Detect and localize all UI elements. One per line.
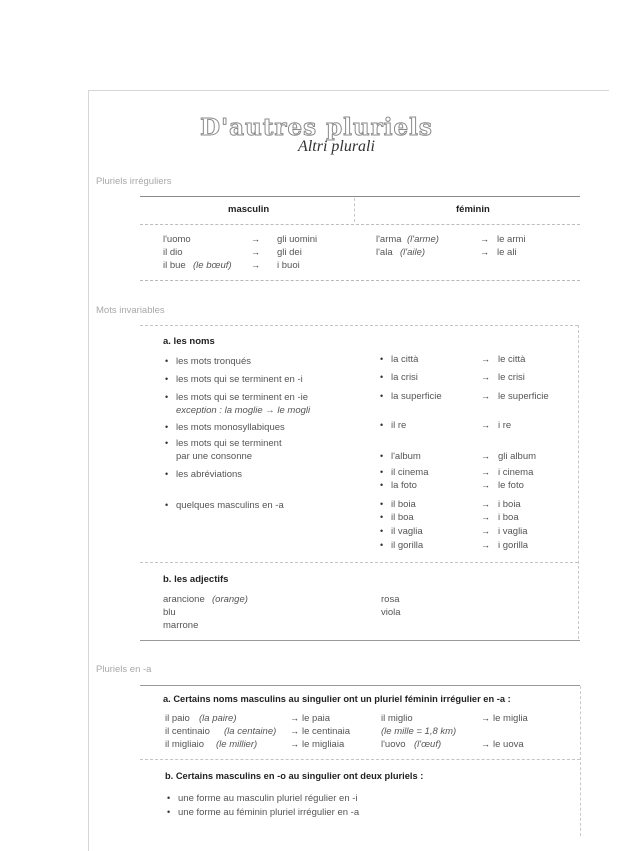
adj-word: viola	[381, 607, 401, 618]
irregular-col-divider	[354, 198, 355, 222]
plural-a-heading-a: a. Certains noms masculins au singulier ont un pluriel féminin irrégulier en -a :	[163, 694, 511, 704]
pa-sg: il centinaio	[165, 726, 210, 737]
pa-pl: le uova	[493, 739, 524, 750]
bullet: •	[165, 438, 169, 448]
arrow: →	[481, 713, 490, 723]
masc-sg: il dio	[163, 247, 183, 258]
fem-sg: l'ala	[376, 247, 393, 258]
example-sg: l'album	[391, 451, 421, 462]
plural-a-right-border	[580, 686, 581, 836]
arrow: →	[481, 420, 490, 430]
arrow: →	[251, 247, 260, 257]
arrow: →	[251, 234, 260, 244]
section-label-invariable: Mots invariables	[96, 305, 165, 316]
bullet: •	[380, 540, 384, 550]
pa-pl: le migliaia	[302, 739, 345, 750]
header-feminin: féminin	[456, 204, 490, 215]
example-pl: i re	[498, 420, 512, 431]
nouns-heading: a. les noms	[163, 336, 215, 347]
arrow: →	[481, 354, 490, 364]
bullet: •	[167, 807, 171, 817]
example-sg: il boa	[391, 512, 414, 523]
bullet: •	[380, 526, 384, 536]
header-masculin: masculin	[228, 204, 270, 215]
plural-a-heading-b: b. Certains masculins en -o au singulier ont deux pluriels :	[165, 771, 424, 781]
example-pl: le superficie	[498, 391, 549, 402]
arrow: →	[481, 467, 490, 477]
example-pl: i cinema	[498, 467, 534, 478]
arrow: →	[481, 451, 490, 461]
pa-sg: il miglio	[381, 713, 413, 724]
bullet: •	[380, 467, 384, 477]
bullet: •	[380, 512, 384, 522]
arrow: →	[480, 247, 489, 257]
masc-pl: gli dei	[277, 247, 302, 258]
pa-note: (la centaine)	[224, 726, 277, 737]
pa-pl: le centinaia	[302, 726, 351, 737]
pa-note: (le millier)	[216, 739, 258, 750]
bullet: •	[380, 499, 384, 509]
bullet: •	[380, 354, 384, 364]
pa-sg: il migliaio	[165, 739, 205, 750]
bullet: •	[165, 392, 169, 402]
pa-pl: le paia	[302, 713, 330, 724]
pa-sg: l'uovo	[381, 739, 406, 750]
invariable-bottom-rule	[140, 640, 580, 641]
section-label-plural-a: Pluriels en -a	[96, 664, 152, 675]
example-pl: i vaglia	[498, 526, 528, 537]
pa-b-item: une forme au féminin pluriel irrégulier en -a	[178, 807, 360, 818]
fem-note: (l'arme)	[407, 234, 439, 245]
adj-word: marrone	[163, 620, 199, 631]
adjectives-heading: b. les adjectifs	[163, 574, 229, 585]
example-pl: le crisi	[498, 372, 525, 383]
adj-word: blu	[163, 607, 176, 618]
arrow: →	[251, 260, 260, 270]
example-sg: la città	[391, 354, 419, 365]
adj-word: rosa	[381, 594, 400, 605]
example-sg: la superficie	[391, 391, 442, 402]
section-label-irregular: Pluriels irréguliers	[96, 176, 172, 187]
bullet: •	[380, 391, 384, 401]
adj-word: arancione	[163, 594, 205, 605]
bullet: •	[165, 422, 169, 432]
rule-item: les mots qui se terminent	[176, 438, 282, 449]
bullet: •	[165, 469, 169, 479]
fem-pl: le ali	[497, 247, 517, 258]
example-pl: gli album	[498, 451, 537, 462]
fem-sg: l'arma	[376, 234, 402, 245]
masc-pl: i buoi	[277, 260, 300, 271]
rule-item: quelques masculins en -a	[176, 500, 284, 511]
pa-sg: il paio	[165, 713, 190, 724]
plural-a-divider	[140, 759, 580, 760]
bullet: •	[380, 372, 384, 382]
adj-note: (orange)	[212, 594, 248, 605]
invariable-top-rule	[140, 325, 578, 326]
arrow: →	[481, 512, 490, 522]
fem-note: (l'aile)	[400, 247, 426, 258]
rule-item: les mots monosyllabiques	[176, 422, 285, 433]
example-pl: le foto	[498, 480, 524, 491]
example-sg: la foto	[391, 480, 417, 491]
arrow: →	[481, 739, 490, 749]
bullet: •	[165, 500, 169, 510]
plural-a-top-rule	[140, 685, 580, 686]
arrow: →	[481, 372, 490, 382]
invariable-right-border	[578, 325, 579, 639]
example-sg: il re	[391, 420, 407, 431]
example-sg: il vaglia	[391, 526, 423, 537]
rule-item: les abréviations	[176, 469, 243, 480]
arrow: →	[480, 234, 489, 244]
bullet: •	[380, 420, 384, 430]
bullet: •	[380, 480, 384, 490]
pa-b-item: une forme au masculin pluriel régulier en -i	[178, 793, 358, 804]
irregular-header-rule	[140, 224, 580, 225]
rule-item: les mots qui se terminent en -i	[176, 374, 303, 385]
pa-note: (le mille = 1,8 km)	[381, 726, 457, 737]
rule-item: les mots tronqués	[176, 356, 251, 367]
pa-pl: le miglia	[493, 713, 528, 724]
bullet: •	[167, 793, 171, 803]
arrow: →	[290, 713, 299, 723]
fem-pl: le armi	[497, 234, 526, 245]
rule-exception: exception : la moglie → le mogli	[176, 405, 311, 416]
pa-note: (l'œuf)	[414, 739, 442, 750]
page-subtitle: Altri plurali	[298, 138, 375, 155]
masc-note: (le bœuf)	[193, 260, 232, 271]
example-sg: il gorilla	[391, 540, 424, 551]
bullet: •	[165, 356, 169, 366]
example-sg: il boia	[391, 499, 416, 510]
bullet: •	[165, 374, 169, 384]
masc-pl: gli uomini	[277, 234, 318, 245]
bullet: •	[380, 451, 384, 461]
rule-item: les mots qui se terminent en -ie	[176, 392, 309, 403]
arrow: →	[481, 391, 490, 401]
arrow: →	[481, 540, 490, 550]
page-title: D'autres pluriels	[200, 114, 433, 141]
example-pl: i gorilla	[498, 540, 529, 551]
example-sg: il cinema	[391, 467, 429, 478]
arrow: →	[290, 739, 299, 749]
arrow: →	[481, 480, 490, 490]
pa-note: (la paire)	[199, 713, 237, 724]
arrow: →	[481, 526, 490, 536]
rule-item-cont: par une consonne	[176, 451, 253, 462]
nouns-adj-divider	[140, 562, 578, 563]
example-pl: i boa	[498, 512, 519, 523]
example-sg: la crisi	[391, 372, 418, 383]
example-pl: le città	[498, 354, 526, 365]
arrow: →	[290, 726, 299, 736]
masc-sg: il bue	[163, 260, 186, 271]
arrow: →	[481, 499, 490, 509]
masc-sg: l'uomo	[163, 234, 191, 245]
example-pl: i boia	[498, 499, 521, 510]
